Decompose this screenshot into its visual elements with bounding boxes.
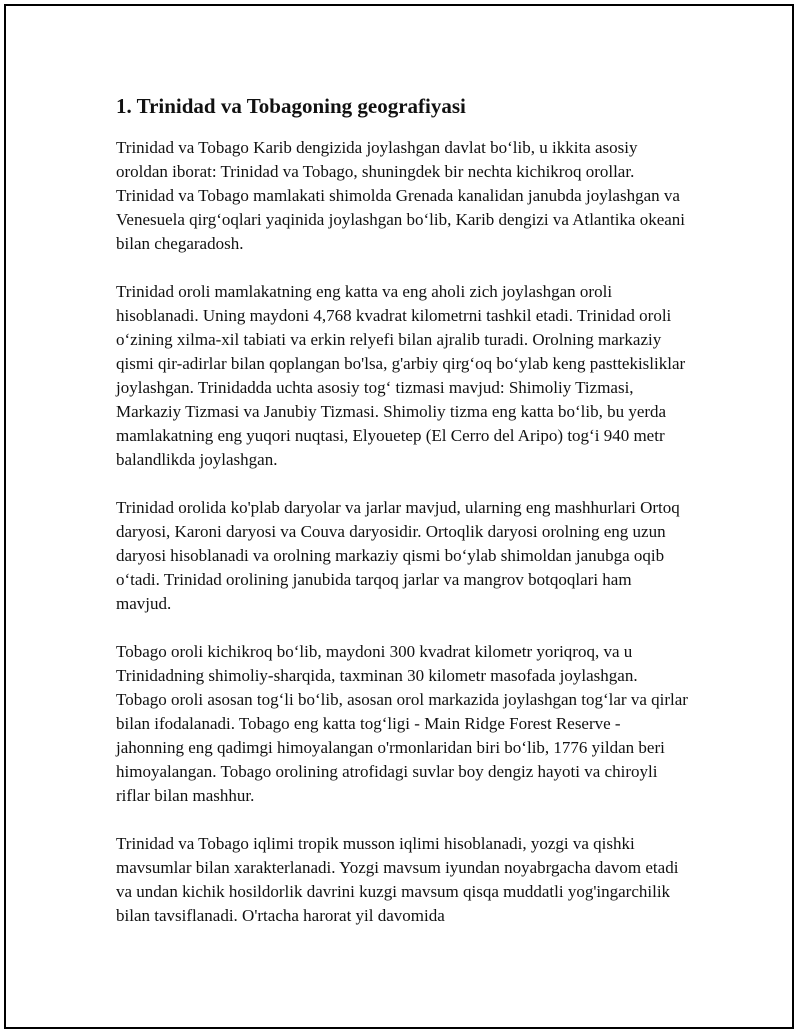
paragraph-tobago-island: Tobago oroli kichikroq bo‘lib, maydoni 300 kvadrat kilometr yoriqroq, va u Trinidadning shimoliy-sharqida, taxminan 30 kilometr masofada joylashgan. Tobago oroli asosan tog‘li bo‘lib, asosan orol markazida joylashgan tog‘lar va qirlar bilan ifodalanadi. Tobago eng katta tog‘ligi - Main Ridge Forest Reserve - jahonning eng qadimgi himoyalangan o'rmonlaridan biri bo‘lib, 1776 yildan beri himoyalangan. Tobago orolining atrofidagi suvlar boy dengiz hayoti va chiroyli riflar bilan mashhur. xyxy=(116,642,688,805)
section-heading: 1. Trinidad va Tobagoning geografiyasi xyxy=(116,94,466,118)
paragraph-trinidad-rivers: Trinidad orolida ko'plab daryolar va jarlar mavjud, ularning eng mashhurlari Ortoq daryosi, Karoni daryosi va Couva daryosidir. Ortoqlik daryosi orolning eng uzun daryosi hisoblanadi va orolning markaziy qismi bo‘ylab shimoldan janubga oqib o‘tadi. Trinidad orolining janubida tarqoq jarlar va mangrov botqoqlari ham mavjud. xyxy=(116,498,680,613)
paragraph-geography-intro: Trinidad va Tobago Karib dengizida joylashgan davlat bo‘lib, u ikkita asosiy oroldan iborat: Trinidad va Tobago, shuningdek bir nechta kichikroq orollar. Trinidad va Tobago mamlakati shimolda Grenada kanalidan janubda joylashgan va Venesuela qirg‘oqlari yaqinida joylashgan bo‘lib, Karib dengizi va Atlantika okeani bilan chegaradosh. xyxy=(116,138,686,253)
document-body xyxy=(116,92,688,952)
paragraph-climate: Trinidad va Tobago iqlimi tropik musson iqlimi hisoblanadi, yozgi va qishki mavsumlar bilan xarakterlanadi. Yozgi mavsum iyundan noyabrgacha davom etadi va undan kichik hosildorlik davrini kuzgi mavsum qisqa muddatli yog'ingarchilik bilan tavsiflanadi. O'rtacha harorat yil davomida xyxy=(116,834,679,925)
paragraph-trinidad-island: Trinidad oroli mamlakatning eng katta va eng aholi zich joylashgan oroli hisoblanadi. Uning maydoni 4,768 kvadrat kilometrni tashkil etadi. Trinidad oroli o‘zining xilma-xil tabiati va erkin relyefi bilan ajralib turadi. Orolning markaziy qismi qir-adirlar bilan qoplangan bo'lsa, g'arbiy qirg‘oq bo‘ylab keng pasttekisliklar joylashgan. Trinidadda uchta asosiy tog‘ tizmasi mavjud: Shimoliy Tizmasi, Markaziy Tizmasi va Janubiy Tizmasi. Shimoliy tizma eng katta bo‘lib, bu yerda mamlakatning eng yuqori nuqtasi, Elyouetep (El Cerro del Aripo) tog‘i 940 metr balandlikda joylashgan. xyxy=(116,282,686,469)
